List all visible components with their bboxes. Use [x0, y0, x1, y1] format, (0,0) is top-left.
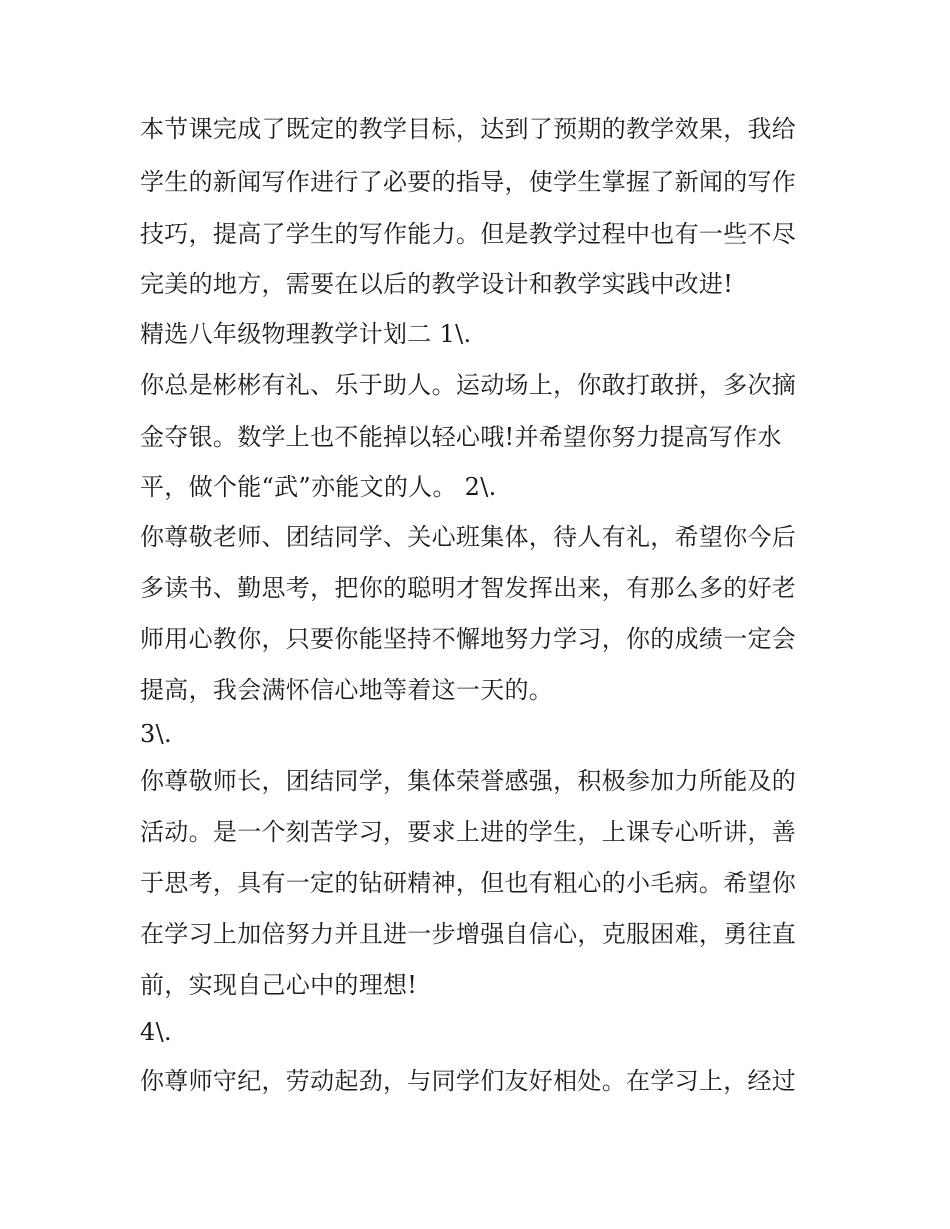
text-line: 你尊敬老师、团结同学、关心班集体，待人有礼，希望你今后: [140, 523, 797, 551]
text-line: 师用心教你，只要你能坚持不懈地努力学习，你的成绩一定会: [140, 625, 797, 653]
text-line: 于思考，具有一定的钻研精神，但也有粗心的小毛病。希望你: [140, 869, 797, 897]
text-line: 前，实现自己心中的理想!: [140, 971, 418, 999]
text-line: 提高，我会满怀信心地等着这一天的。: [140, 676, 554, 704]
item-number: 4\.: [140, 1018, 172, 1046]
text-line: 在学习上加倍努力并且进一步增强自信心，克服困难，勇往直: [140, 920, 797, 948]
text-line: 你尊师守纪，劳动起劲，与同学们友好相处。在学习上，经过: [140, 1067, 797, 1095]
text-line: 学生的新闻写作进行了必要的指导，使学生掌握了新闻的写作: [140, 168, 797, 196]
text-line: 平，做个能“武”亦能文的人。 2\.: [140, 473, 497, 501]
item-number: 3\.: [140, 720, 172, 748]
text-line: 你尊敬师长，团结同学，集体荣誉感强，积极参加力所能及的: [140, 767, 797, 795]
text-line: 金夺银。数学上也不能掉以轻心哦!并希望你努力提高写作水: [140, 423, 782, 451]
text-line: 多读书、勤思考，把你的聪明才智发挥出来，有那么多的好老: [140, 574, 797, 602]
text-line: 完美的地方，需要在以后的教学设计和教学实践中改进!: [140, 270, 734, 298]
text-line: 本节课完成了既定的教学目标，达到了预期的教学效果，我给: [140, 115, 797, 143]
text-line: 你总是彬彬有礼、乐于助人。运动场上，你敢打敢拼，多次摘: [140, 371, 797, 399]
section-heading: 精选八年级物理教学计划二 1\.: [140, 320, 472, 348]
text-line: 活动。是一个刻苦学习，要求上进的学生，上课专心听讲，善: [140, 818, 797, 846]
text-line: 技巧，提高了学生的写作能力。但是教学过程中也有一些不尽: [140, 220, 797, 248]
